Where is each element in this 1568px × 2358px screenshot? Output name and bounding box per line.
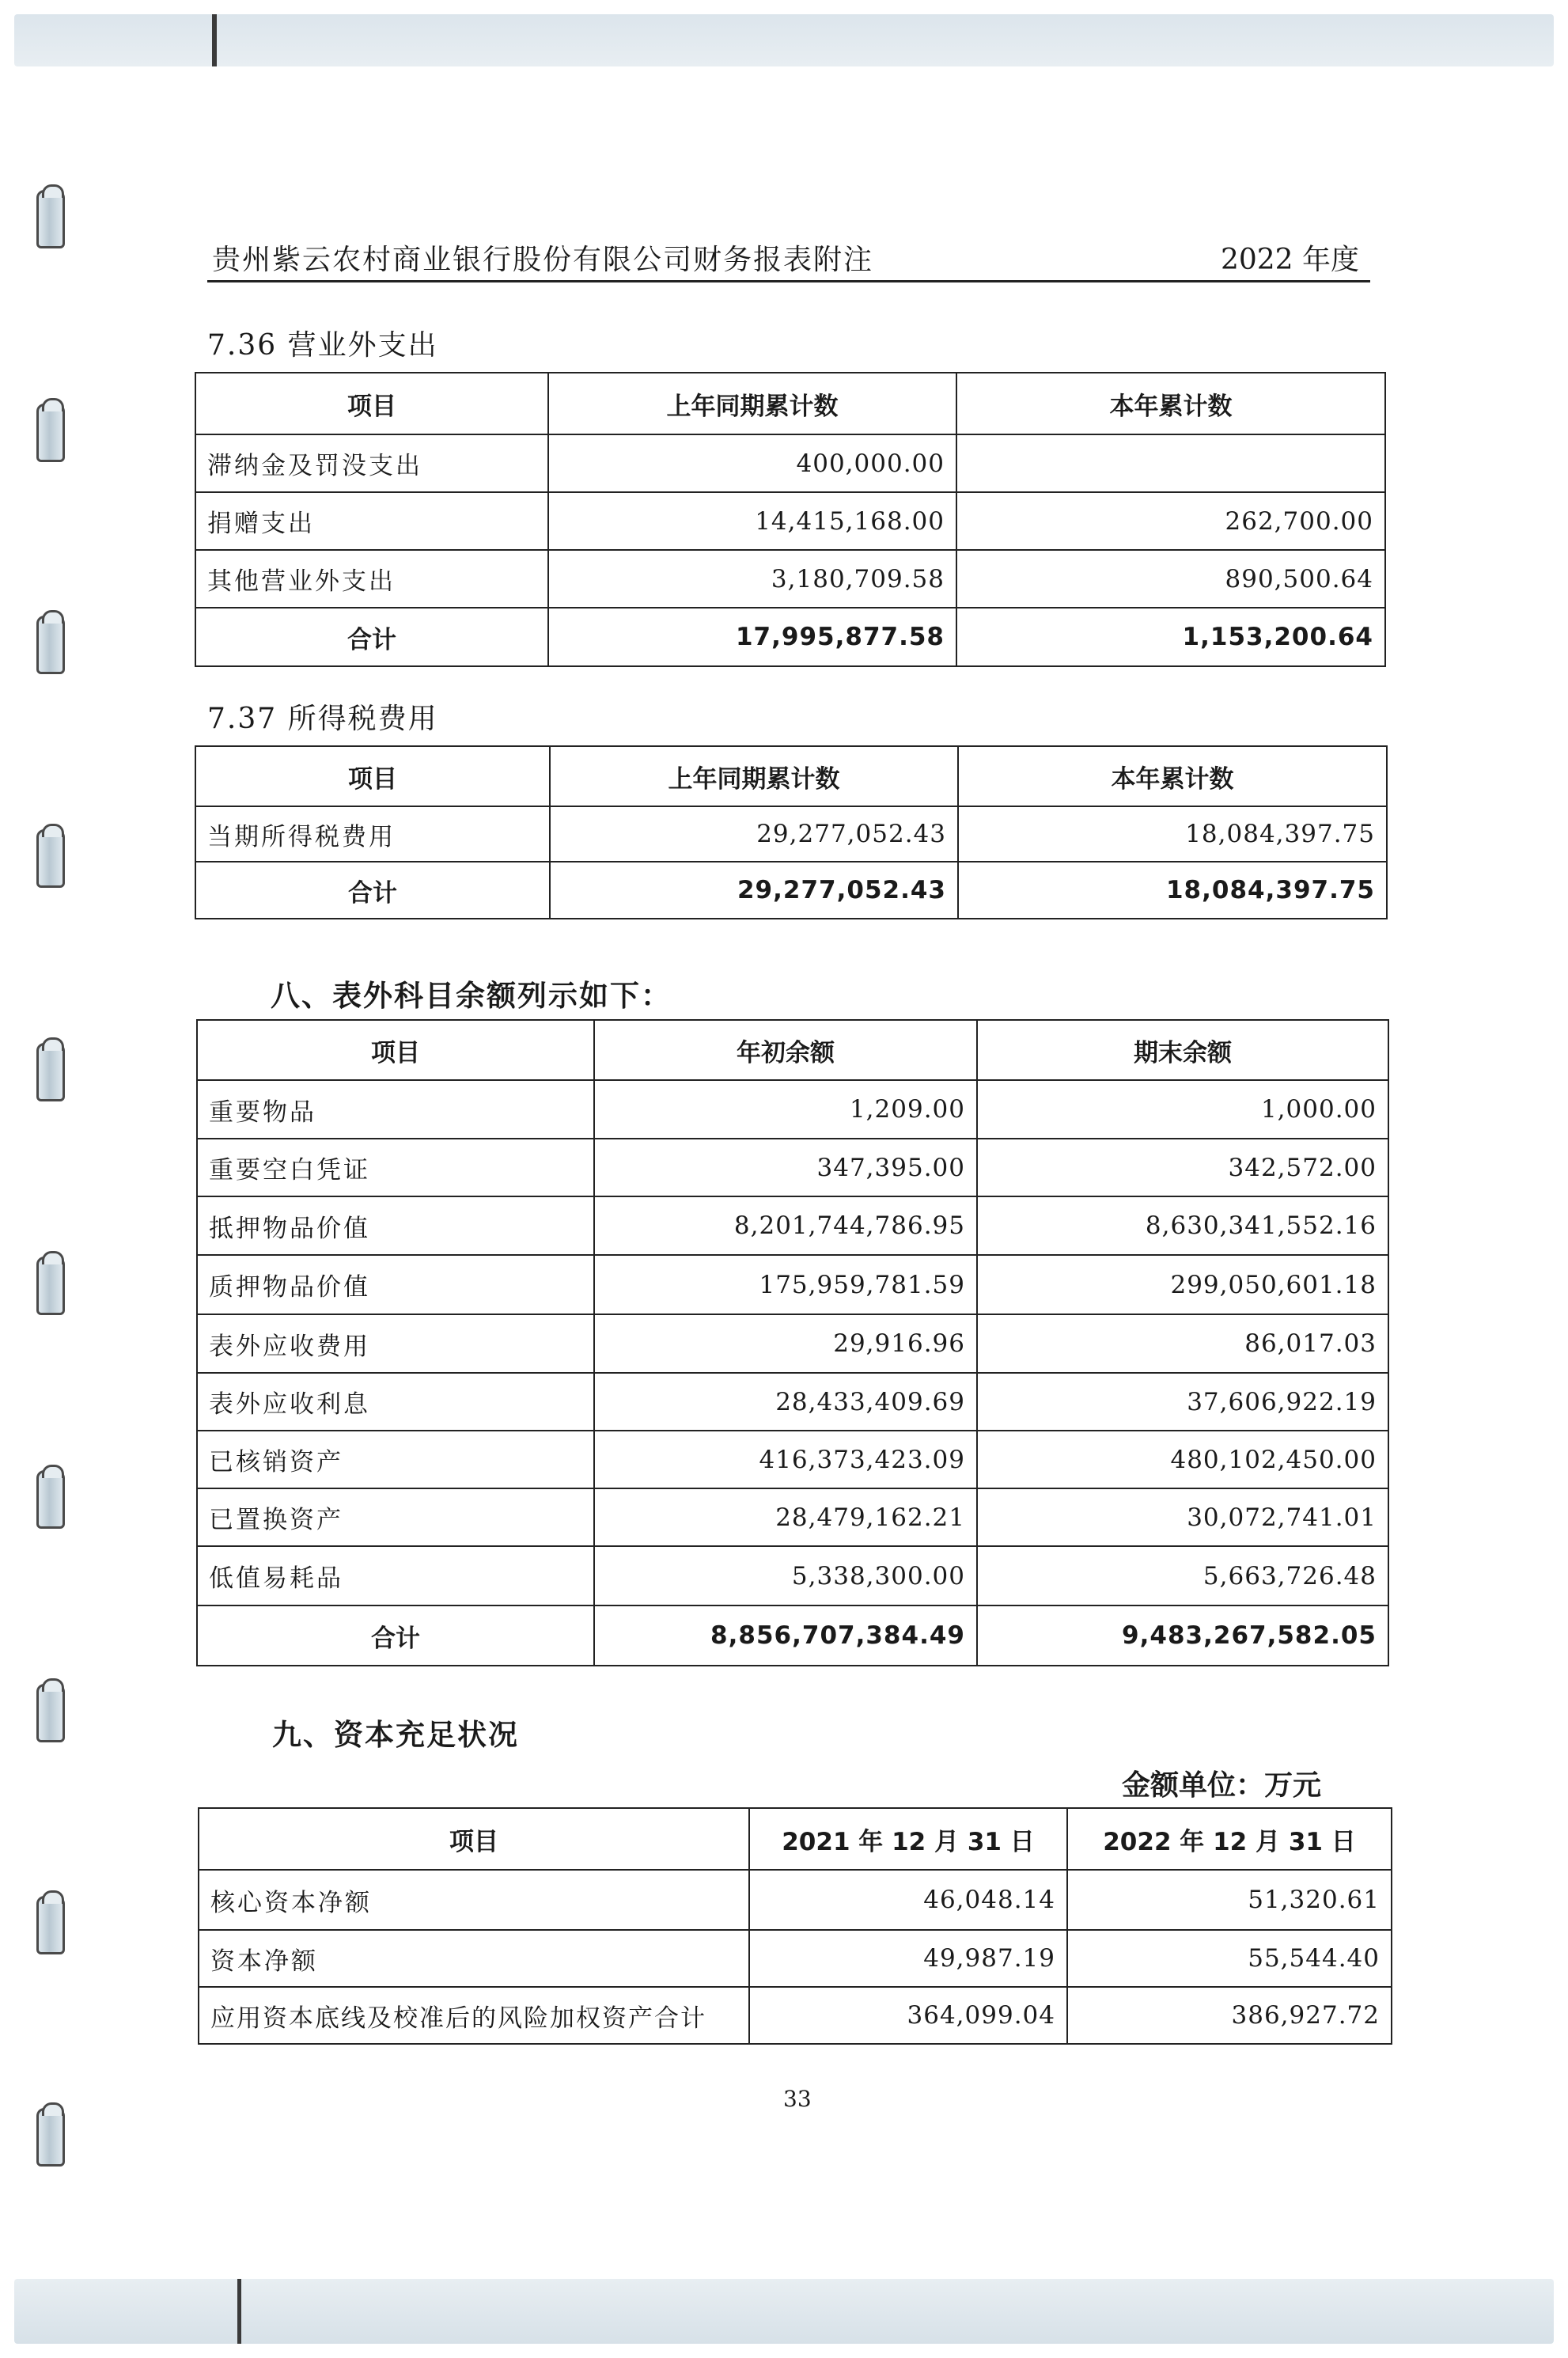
binding-hole <box>36 616 65 674</box>
row-label: 捐赠支出 <box>195 492 548 550</box>
column-header: 上年同期累计数 <box>550 746 958 806</box>
value-2022: 51,320.61 <box>1067 1870 1392 1930</box>
column-header: 期末余额 <box>977 1020 1388 1080</box>
ending-balance: 480,102,450.00 <box>977 1431 1388 1488</box>
row-label: 其他营业外支出 <box>195 550 548 608</box>
table-header-row <box>199 1808 1392 1870</box>
value-2021: 364,099.04 <box>749 1987 1067 2044</box>
table-income-tax-expense <box>195 745 1388 919</box>
total-label: 合计 <box>195 862 550 919</box>
table-row <box>199 1987 1392 2044</box>
table-row <box>197 1196 1388 1255</box>
column-header: 项目 <box>197 1020 594 1080</box>
table-row <box>197 1080 1388 1139</box>
ending-balance: 30,072,741.01 <box>977 1488 1388 1546</box>
table-header-row <box>195 373 1385 434</box>
column-header: 本年累计数 <box>956 373 1385 434</box>
column-header: 项目 <box>195 373 548 434</box>
ending-balance: 299,050,601.18 <box>977 1255 1388 1314</box>
row-label: 质押物品价值 <box>197 1255 594 1314</box>
ending-balance: 37,606,922.19 <box>977 1373 1388 1431</box>
value-2021: 46,048.14 <box>749 1870 1067 1930</box>
section-title-737: 7.37 所得税费用 <box>207 703 438 735</box>
current-period-total: 1,153,200.64 <box>956 608 1385 666</box>
row-label: 已置换资产 <box>197 1488 594 1546</box>
table-non-operating-expenses <box>195 372 1386 667</box>
total-row <box>195 608 1385 666</box>
binding-hole <box>36 1684 65 1742</box>
page-number: 33 <box>783 2086 812 2112</box>
ending-balance: 5,663,726.48 <box>977 1546 1388 1605</box>
table-row <box>197 1373 1388 1431</box>
row-label: 表外应收利息 <box>197 1373 594 1431</box>
scan-mark <box>237 2279 241 2344</box>
current-period-value: 890,500.64 <box>956 550 1385 608</box>
binding-hole <box>36 1896 65 1954</box>
row-label: 重要空白凭证 <box>197 1139 594 1196</box>
row-label: 资本净额 <box>199 1930 749 1987</box>
table-row <box>197 1431 1388 1488</box>
row-label: 已核销资产 <box>197 1431 594 1488</box>
row-label: 当期所得税费用 <box>195 806 550 862</box>
beginning-balance: 416,373,423.09 <box>594 1431 977 1488</box>
total-label: 合计 <box>197 1605 594 1666</box>
prior-period-value: 29,277,052.43 <box>550 806 958 862</box>
ending-balance-total: 9,483,267,582.05 <box>977 1605 1388 1666</box>
scan-mark <box>212 14 217 66</box>
row-label: 滞纳金及罚没支出 <box>195 434 548 492</box>
current-period-value: 18,084,397.75 <box>958 806 1387 862</box>
column-header: 项目 <box>199 1808 749 1870</box>
beginning-balance-total: 8,856,707,384.49 <box>594 1605 977 1666</box>
table-header-row <box>197 1020 1388 1080</box>
table-row <box>195 806 1387 862</box>
beginning-balance: 29,916.96 <box>594 1314 977 1373</box>
amount-unit-note: 金额单位：万元 <box>1122 1769 1322 1802</box>
prior-period-total: 29,277,052.43 <box>550 862 958 919</box>
report-period: 2022 年度 <box>1220 244 1359 276</box>
section-title-capital-adequacy: 九、资本充足状况 <box>272 1718 519 1752</box>
beginning-balance: 1,209.00 <box>594 1080 977 1139</box>
table-row <box>199 1870 1392 1930</box>
binding-hole <box>36 404 65 462</box>
row-label: 低值易耗品 <box>197 1546 594 1605</box>
prior-period-value: 3,180,709.58 <box>548 550 956 608</box>
prior-period-value: 14,415,168.00 <box>548 492 956 550</box>
prior-period-total: 17,995,877.58 <box>548 608 956 666</box>
report-title: 贵州紫云农村商业银行股份有限公司财务报表附注 <box>212 244 874 276</box>
binding-hole <box>36 190 65 248</box>
value-2022: 386,927.72 <box>1067 1987 1392 2044</box>
value-2021: 49,987.19 <box>749 1930 1067 1987</box>
total-row <box>197 1605 1388 1666</box>
scan-top-edge <box>14 14 1554 66</box>
column-header: 年初余额 <box>594 1020 977 1080</box>
section-title-736: 7.36 营业外支出 <box>207 329 438 362</box>
binding-hole <box>36 1470 65 1529</box>
table-row <box>195 550 1385 608</box>
ending-balance: 86,017.03 <box>977 1314 1388 1373</box>
column-header: 2022 年 12 月 31 日 <box>1067 1808 1392 1870</box>
column-header: 2021 年 12 月 31 日 <box>749 1808 1067 1870</box>
table-row <box>195 492 1385 550</box>
beginning-balance: 28,479,162.21 <box>594 1488 977 1546</box>
beginning-balance: 8,201,744,786.95 <box>594 1196 977 1255</box>
table-row <box>199 1930 1392 1987</box>
column-header: 本年累计数 <box>958 746 1387 806</box>
row-label: 应用资本底线及校准后的风险加权资产合计 <box>199 1987 749 2044</box>
ending-balance: 8,630,341,552.16 <box>977 1196 1388 1255</box>
table-row <box>197 1314 1388 1373</box>
table-header-row <box>195 746 1387 806</box>
column-header: 上年同期累计数 <box>548 373 956 434</box>
prior-period-value: 400,000.00 <box>548 434 956 492</box>
table-capital-adequacy <box>198 1807 1392 2045</box>
beginning-balance: 28,433,409.69 <box>594 1373 977 1431</box>
binding-hole <box>36 829 65 888</box>
row-label: 抵押物品价值 <box>197 1196 594 1255</box>
beginning-balance: 5,338,300.00 <box>594 1546 977 1605</box>
total-row <box>195 862 1387 919</box>
table-row <box>197 1255 1388 1314</box>
column-header: 项目 <box>195 746 550 806</box>
section-title-off-balance: 八、表外科目余额列示如下： <box>271 979 672 1013</box>
beginning-balance: 175,959,781.59 <box>594 1255 977 1314</box>
page-header <box>207 231 1370 282</box>
total-label: 合计 <box>195 608 548 666</box>
current-period-total: 18,084,397.75 <box>958 862 1387 919</box>
current-period-value <box>956 434 1385 492</box>
table-row <box>197 1139 1388 1196</box>
ending-balance: 1,000.00 <box>977 1080 1388 1139</box>
row-label: 表外应收费用 <box>197 1314 594 1373</box>
value-2022: 55,544.40 <box>1067 1930 1392 1987</box>
table-row <box>197 1546 1388 1605</box>
row-label: 重要物品 <box>197 1080 594 1139</box>
table-row <box>195 434 1385 492</box>
current-period-value: 262,700.00 <box>956 492 1385 550</box>
table-row <box>197 1488 1388 1546</box>
scan-bottom-edge <box>14 2279 1554 2344</box>
ending-balance: 342,572.00 <box>977 1139 1388 1196</box>
binding-hole <box>36 2108 65 2167</box>
beginning-balance: 347,395.00 <box>594 1139 977 1196</box>
binding-hole <box>36 1043 65 1101</box>
table-off-balance-items <box>196 1019 1389 1666</box>
row-label: 核心资本净额 <box>199 1870 749 1930</box>
binding-hole <box>36 1257 65 1315</box>
